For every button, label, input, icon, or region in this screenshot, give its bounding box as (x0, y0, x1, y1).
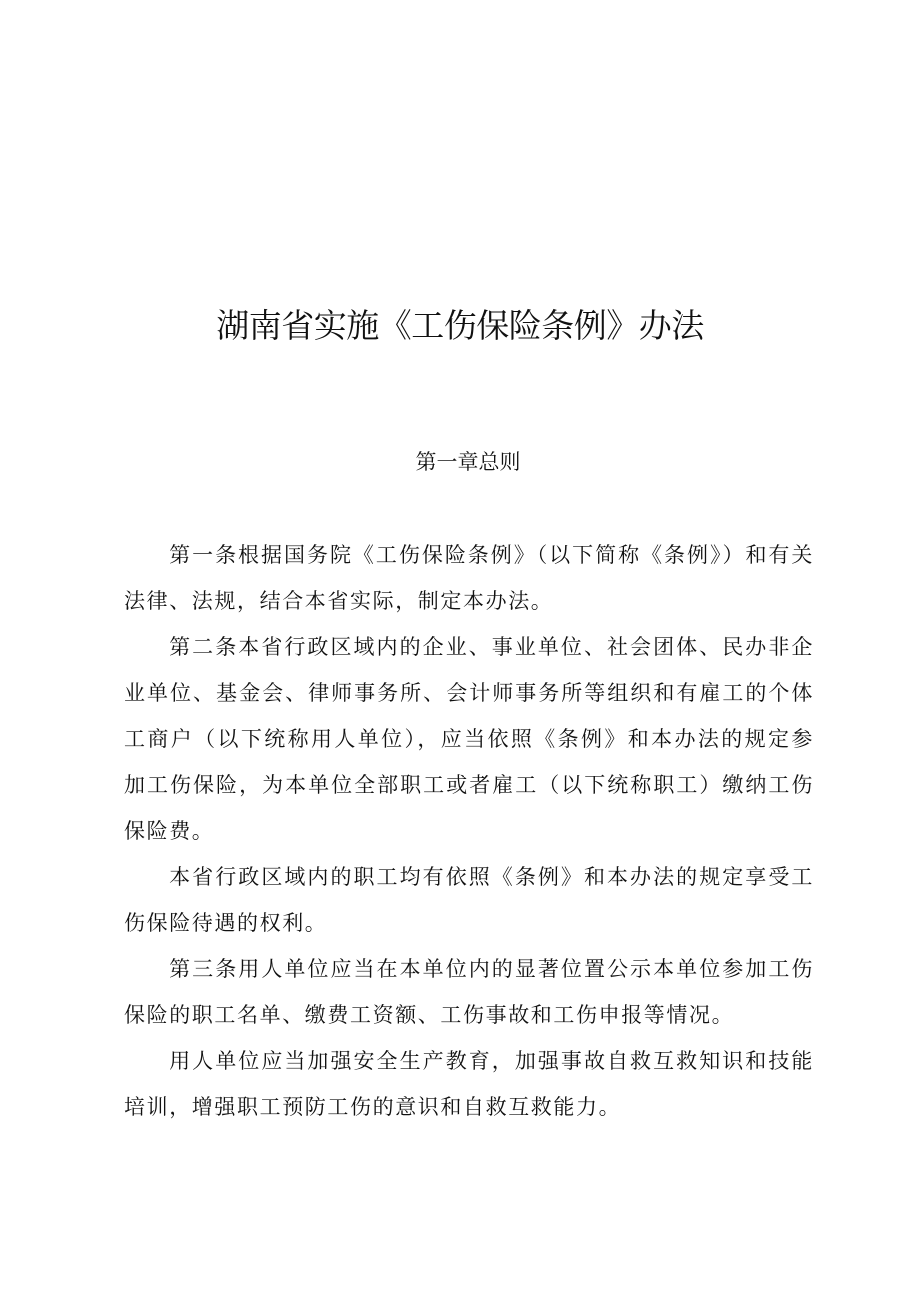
paragraph-article-2: 第二条本省行政区域内的企业、事业单位、社会团体、民办非企业单位、基金会、律师事务所、会计师事务所等组织和有雇工的个体工商户（以下统称用人单位），应当依照《条例》和本办法的规定参加工伤保险，为本单位全部职工或者雇工（以下统称职工）缴纳工伤保险费。 (124, 635, 814, 843)
document-title: 湖南省实施《工伤保险条例》办法 (216, 306, 704, 345)
chapter-heading: 第一章总则 (415, 450, 521, 474)
paragraph-article-3: 第三条用人单位应当在本单位内的显著位置公示本单位参加工伤保险的职工名单、缴费工资额、工伤事故和工伤申报等情况。 (124, 957, 814, 1027)
paragraph-article-3-clause-2: 用人单位应当加强安全生产教育，加强事故自救互救知识和技能培训，增强职工预防工伤的意识和自救互救能力。 (124, 1049, 814, 1119)
document-body (124, 532, 814, 1130)
paragraph-article-2-clause-2: 本省行政区域内的职工均有依照《条例》和本办法的规定享受工伤保险待遇的权利。 (124, 865, 814, 935)
paragraph-article-1: 第一条根据国务院《工伤保险条例》（以下简称《条例》）和有关法律、法规，结合本省实际，制定本办法。 (124, 543, 814, 613)
